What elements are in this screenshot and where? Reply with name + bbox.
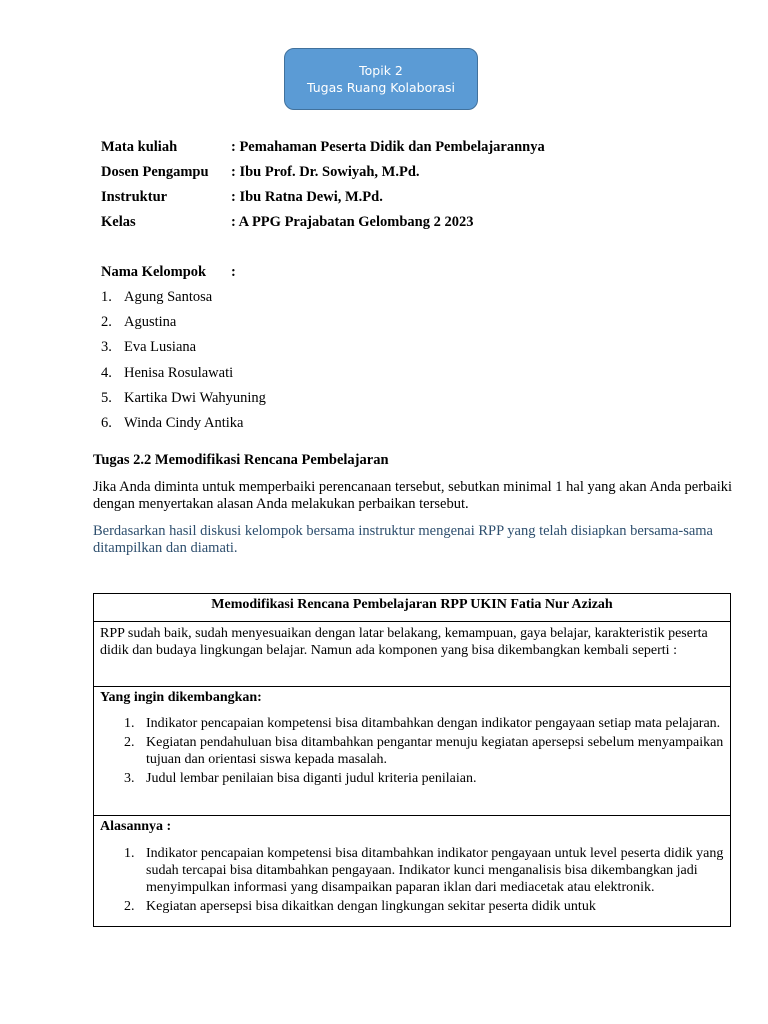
info-label: Dosen Pengampu xyxy=(101,164,209,180)
info-row-class xyxy=(101,213,545,238)
member-name: Agung Santosa xyxy=(124,289,213,305)
task-description: Jika Anda diminta untuk memperbaiki perencanaan tersebut, sebutkan minimal 1 hal yang akan Anda perbaiki dengan menyertakan alasan Anda melakukan perbaikan tersebut. xyxy=(93,479,733,512)
info-label: Mata kuliah xyxy=(101,139,178,155)
item-number: 1. xyxy=(124,846,135,861)
reason-list xyxy=(100,845,724,915)
member-number: 3. xyxy=(101,339,112,356)
info-row-lecturer xyxy=(101,163,545,188)
item-text: Indikator pencapaian kompetensi bisa ditambahkan dengan indikator pengayaan setiap mata pelajaran. xyxy=(146,716,721,731)
reason-title: Alasannya : xyxy=(100,819,172,834)
topic-badge xyxy=(284,48,478,110)
list-item xyxy=(100,770,724,787)
task-title: Tugas 2.2 Memodifikasi Rencana Pembelajaran xyxy=(93,452,389,468)
info-row-instructor xyxy=(101,188,545,213)
member-name: Agustina xyxy=(124,314,177,331)
item-text: Kegiatan pendahuluan bisa ditambahkan pengantar menuju kegiatan apersepsi sebelum menyampaikan tujuan dan orientasi siswa kepada masalah. xyxy=(146,735,724,767)
table-header: Memodifikasi Rencana Pembelajaran RPP UKIN Fatia Nur Azizah xyxy=(94,594,730,622)
member-name: Winda Cindy Antika xyxy=(124,414,244,431)
info-value: : Pemahaman Peserta Didik dan Pembelajarannya xyxy=(231,139,545,155)
item-number: 1. xyxy=(124,716,135,731)
group-members xyxy=(101,263,266,439)
list-item xyxy=(101,313,266,338)
list-item xyxy=(101,338,266,363)
topic-subtitle: Tugas Ruang Kolaborasi xyxy=(307,80,455,95)
info-label: Instruktur xyxy=(101,189,168,205)
item-number: 2. xyxy=(124,899,135,914)
list-item xyxy=(100,898,724,915)
develop-list xyxy=(100,715,724,787)
member-name: Henisa Rosulawati xyxy=(124,364,234,381)
group-heading xyxy=(101,263,266,288)
info-value: : Ibu Ratna Dewi, M.Pd. xyxy=(231,189,383,205)
table-intro: RPP sudah baik, sudah menyesuaikan dengan latar belakang, kemampuan, gaya belajar, karakteristik peserta didik dan budaya lingkungan belajar. Namun ada komponen yang bisa dikembangkan kembali seperti : xyxy=(94,622,730,687)
item-number: 2. xyxy=(124,735,135,750)
item-text: Judul lembar penilaian bisa diganti judul kriteria penilaian. xyxy=(146,771,477,786)
member-list xyxy=(101,288,266,439)
reason-section xyxy=(94,816,730,927)
member-number: 2. xyxy=(101,314,112,331)
info-value: : Ibu Prof. Dr. Sowiyah, M.Pd. xyxy=(231,164,420,180)
member-number: 4. xyxy=(101,364,112,381)
item-number: 3. xyxy=(124,771,135,786)
group-colon: : xyxy=(231,264,236,280)
list-item xyxy=(101,389,266,414)
list-item xyxy=(101,288,266,313)
member-number: 1. xyxy=(101,289,112,305)
list-item xyxy=(100,715,724,732)
item-text: Indikator pencapaian kompetensi bisa ditambahkan indikator pengayaan untuk level peserta didik yang sudah tercapai bisa ditambahkan pengayaan. Indikator kunci menganalisis bisa dikembangkan jadi menyimpulkan informasi yang disampaikan paparan iklan dari mediacetak atau elektronik. xyxy=(146,846,724,895)
info-value: : A PPG Prajabatan Gelombang 2 2023 xyxy=(231,214,474,230)
list-item xyxy=(100,845,724,896)
course-info xyxy=(101,138,545,238)
list-item xyxy=(101,414,266,439)
list-item xyxy=(101,364,266,389)
topic-title: Topik 2 xyxy=(359,63,403,78)
discussion-paragraph: Berdasarkan hasil diskusi kelompok bersama instruktur mengenai RPP yang telah disiapkan bersama-sama ditampilkan dan diamati. xyxy=(93,523,713,556)
list-item xyxy=(100,734,724,768)
member-number: 5. xyxy=(101,389,112,406)
develop-section xyxy=(94,687,730,816)
item-text: Kegiatan apersepsi bisa dikaitkan dengan lingkungan sekitar peserta didik untuk xyxy=(146,899,596,914)
develop-title: Yang ingin dikembangkan: xyxy=(100,690,262,705)
member-name: Eva Lusiana xyxy=(124,339,197,356)
group-label: Nama Kelompok xyxy=(101,264,207,280)
member-name: Kartika Dwi Wahyuning xyxy=(124,389,266,406)
member-number: 6. xyxy=(101,414,112,431)
info-label: Kelas xyxy=(101,214,136,230)
modification-table xyxy=(93,593,731,927)
info-row-course xyxy=(101,138,545,163)
